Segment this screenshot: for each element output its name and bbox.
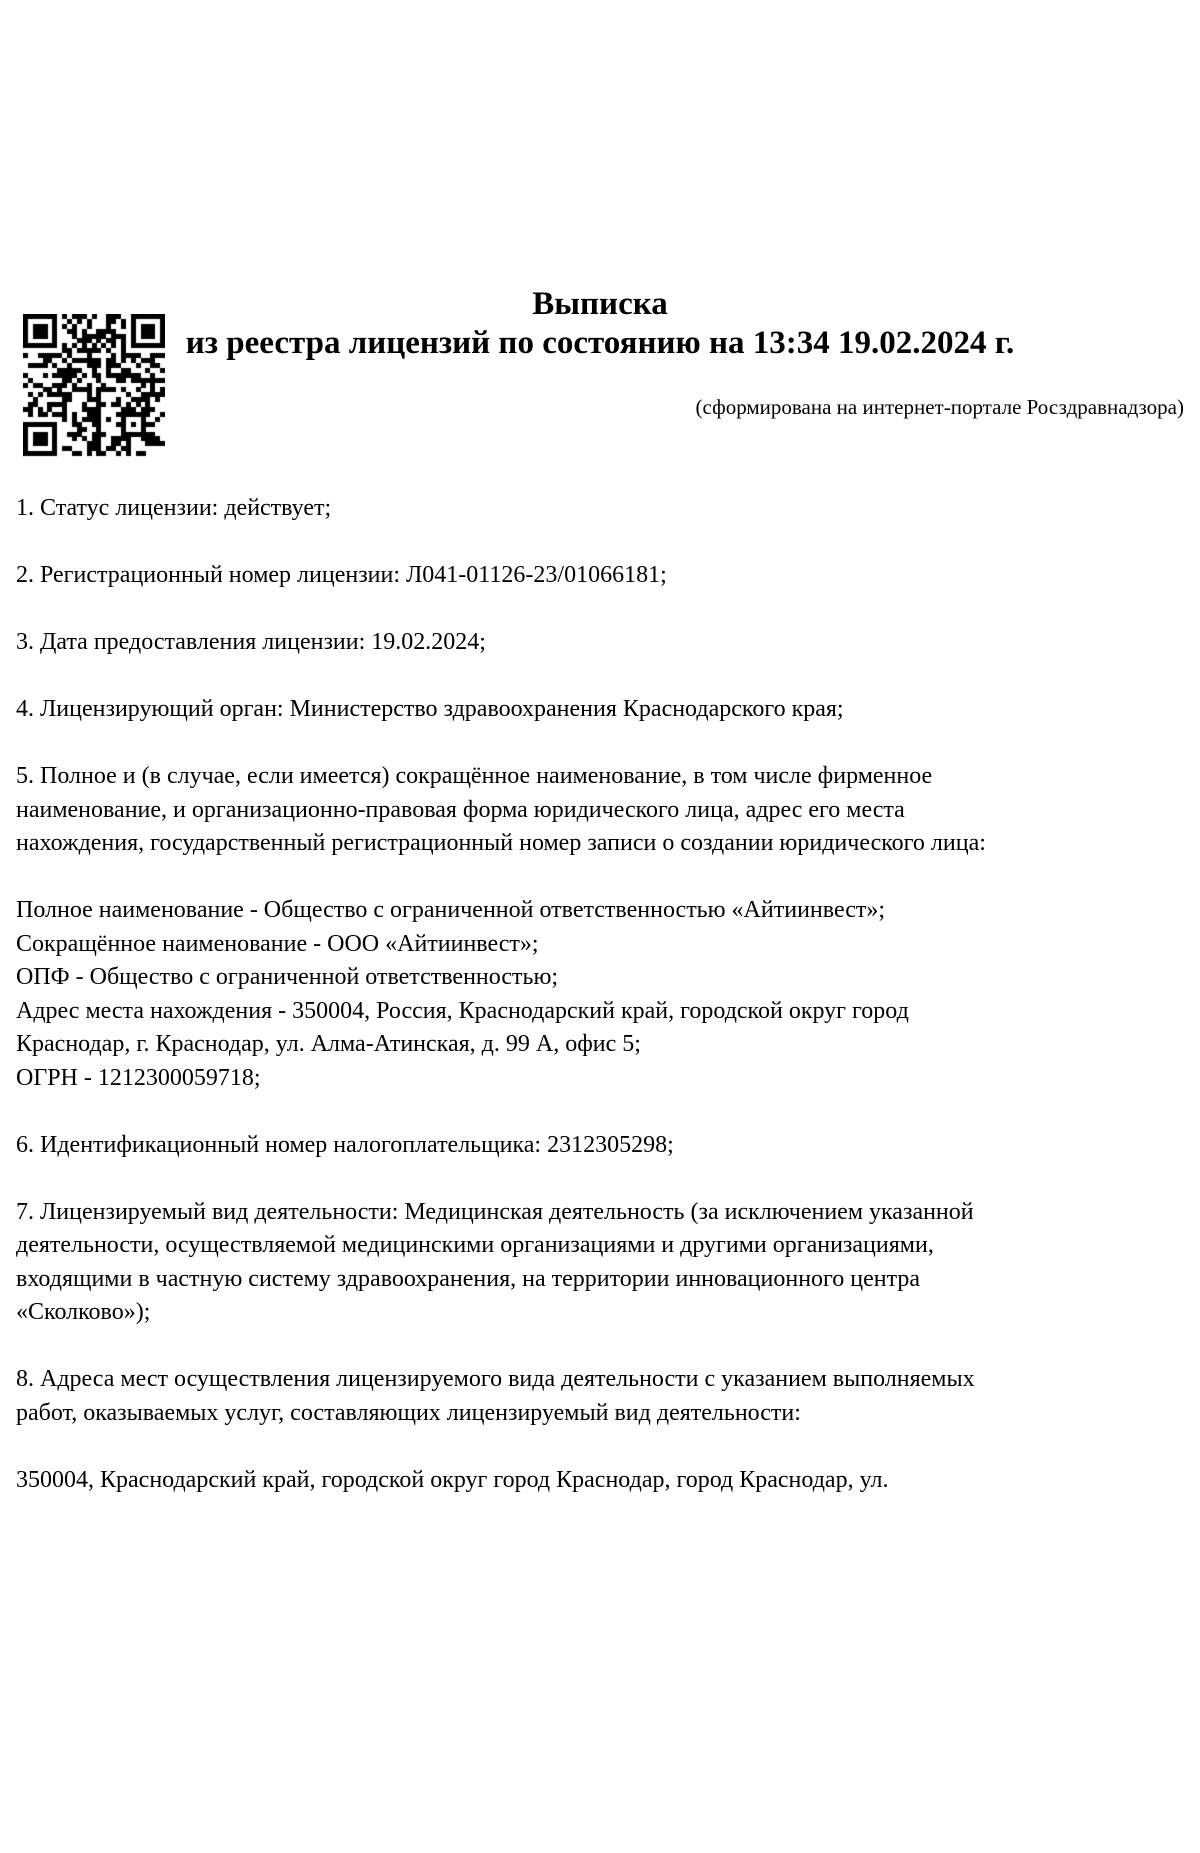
text-line: 4. Лицензирующий орган: Министерство здравоохранения Краснодарского края; (16, 696, 844, 722)
qr-code-icon (23, 314, 165, 457)
paragraph (16, 626, 1184, 660)
paragraph (16, 1363, 1184, 1430)
paragraph (16, 492, 1184, 526)
text-line: Краснодар, г. Краснодар, ул. Алма-Атинская, д. 99 А, офис 5; (16, 1031, 641, 1057)
title-line-2: из реестра лицензий по состоянию на 13:34 19.02.2024 г. (185, 325, 1015, 361)
text-line: 8. Адреса мест осуществления лицензируемого вида деятельности с указанием выполняемых (16, 1366, 975, 1392)
paragraph (16, 1129, 1184, 1163)
text-line: «Сколково»); (16, 1299, 151, 1325)
text-line: работ, оказываемых услуг, составляющих лицензируемый вид деятельности: (16, 1399, 801, 1426)
text-line: ОГРН - 1212300059718; (16, 1064, 261, 1091)
document-body (16, 492, 1184, 1497)
document-subtitle: (сформирована на интернет-портале Росздравнадзора) (695, 395, 1184, 419)
text-line: Полное наименование - Общество с ограниченной ответственностью «Айтиинвест»; (16, 897, 886, 923)
paragraph (16, 1196, 1184, 1330)
paragraph (16, 693, 1184, 727)
text-line: ОПФ - Общество с ограниченной ответственностью; (16, 964, 559, 990)
text-line: Сокращённое наименование - ООО «Айтиинвест»; (16, 930, 539, 957)
text-line: входящими в частную систему здравоохранения, на территории инновационного центра (16, 1265, 921, 1292)
paragraph (16, 760, 1184, 861)
paragraph (16, 1464, 1184, 1498)
title-line-1: Выписка (532, 286, 668, 322)
text-line: 5. Полное и (в случае, если имеется) сокращённое наименование, в том числе фирменное (16, 763, 933, 789)
document-title (16, 285, 1184, 363)
text-line: 1. Статус лицензии: действует; (16, 495, 332, 521)
text-line: Адрес места нахождения - 350004, Россия, Краснодарский край, городской округ город (16, 997, 909, 1024)
document-page (0, 285, 1200, 1853)
text-line: 350004, Краснодарский край, городской округ город Краснодар, город Краснодар, ул. (16, 1466, 889, 1493)
paragraph (16, 894, 1184, 1095)
document-content (0, 285, 1200, 1497)
text-line: наименование, и организационно-правовая форма юридического лица, адрес его места (16, 796, 905, 823)
text-line: деятельности, осуществляемой медицинскими организациями и другими организациями, (16, 1232, 934, 1258)
text-line: нахождения, государственный регистрационный номер записи о создании юридического лица: (16, 830, 986, 856)
text-line: 2. Регистрационный номер лицензии: Л041-01126-23/01066181; (16, 562, 667, 588)
text-line: 7. Лицензируемый вид деятельности: Медицинская деятельность (за исключением указанной (16, 1198, 974, 1225)
text-line: 3. Дата предоставления лицензии: 19.02.2024; (16, 629, 486, 655)
paragraph (16, 559, 1184, 593)
text-line: 6. Идентификационный номер налогоплательщика: 2312305298; (16, 1131, 674, 1158)
